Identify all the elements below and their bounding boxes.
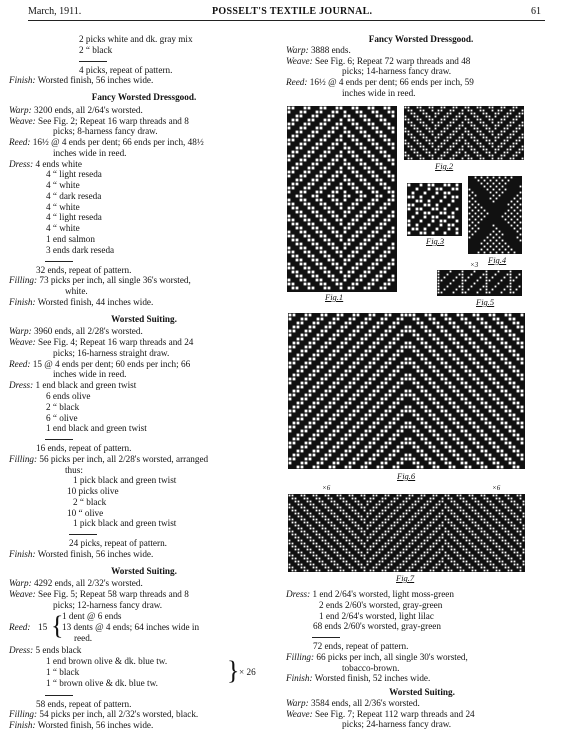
reed-number: 15 [38, 621, 48, 632]
dress-item: 1 end black and green twist [35, 380, 137, 391]
weave-text: See Fig. 6; Repeat 72 warp threads and 48 [315, 55, 471, 66]
left-column [9, 34, 279, 731]
repeat-line: 24 picks, repeat of pattern. [69, 538, 167, 549]
divider [45, 261, 73, 262]
reed-label: Reed: [9, 621, 31, 632]
reed-line [286, 77, 556, 88]
finish-text: Worsted finish, 52 inches wide. [314, 673, 431, 684]
warp-label: Warp: [9, 104, 32, 115]
reed-item: 1 dent @ 6 ends [62, 610, 122, 621]
section-title: Fancy Worsted Dressgood. [368, 34, 474, 44]
filling-label: Filling: [9, 275, 38, 286]
dress-item: 1 end 2/64's worsted, light moss-green [312, 589, 454, 599]
finish-label: Finish: [9, 75, 36, 86]
dress-item: 4 “ light reseda [46, 169, 102, 180]
filling-text: 73 picks per inch, all single 36's worsted, [39, 275, 191, 286]
warp-line [9, 326, 279, 337]
filling-line-cont: white. [65, 286, 88, 297]
journal-title: POSSELT'S TEXTILE JOURNAL. [212, 6, 373, 17]
fig3-caption: Fig.3 [426, 236, 445, 246]
right-column-top [286, 34, 556, 99]
warp-line [286, 45, 556, 56]
filling-line-cont: thus: [65, 464, 83, 475]
dress-item: 6 “ olive [46, 412, 78, 423]
weave-line [286, 709, 558, 720]
reed-item: reed. [74, 632, 93, 643]
finish-line [286, 673, 558, 684]
fig7-weave-diagram [288, 494, 525, 572]
reed-text: 15 @ 4 ends per dent; 60 ends per inch; 66 [32, 358, 191, 369]
warp-label: Warp: [9, 578, 32, 589]
fig2-weave-diagram [404, 106, 524, 160]
dress-item: 1 end 2/64's worsted, light lilac [319, 610, 434, 621]
dress-label: Dress: [9, 380, 34, 391]
filling-line [9, 454, 279, 465]
repeat-line: 58 ends, repeat of pattern. [36, 698, 132, 709]
weave-line-cont: picks; 12-harness fancy draw. [53, 599, 163, 610]
weave-label: Weave: [286, 55, 313, 66]
dress-line [286, 589, 558, 600]
filling-line-cont: tobacco-brown. [342, 662, 400, 673]
reed-block [9, 611, 279, 645]
reed-label: Reed: [9, 137, 31, 148]
warp-label: Warp: [9, 326, 32, 337]
section-title: Worsted Suiting. [111, 313, 177, 324]
header-rule [28, 20, 545, 21]
finish-label: Finish: [9, 296, 36, 307]
fig2-caption: Fig.2 [435, 161, 454, 171]
reed-text: 16½ @ 4 ends per dent; 66 ends per inch, 59 [309, 77, 474, 88]
weave-line-cont: picks; 8-harness fancy draw. [53, 126, 158, 137]
dress-item: 1 end salmon [46, 234, 95, 245]
weave-line-cont: picks; 14-harness fancy draw. [342, 66, 452, 77]
dress-label: Dress: [9, 644, 34, 655]
text-line: 2 “ black [79, 44, 113, 55]
fig5-weave-diagram [437, 270, 522, 296]
dress-group [9, 656, 279, 690]
dress-line [9, 645, 279, 656]
divider [45, 695, 73, 696]
dress-item: 4 “ white [46, 201, 80, 212]
fig1-weave-diagram [287, 106, 397, 292]
filling-label: Filling: [9, 453, 38, 464]
dress-item: 68 ends 2/60's worsted, gray-green [313, 621, 441, 632]
dress-item: 1 end black and green twist [46, 423, 147, 434]
weave-label: Weave: [9, 115, 36, 126]
weave-text: See Fig. 7; Repeat 112 warp threads and 24 [315, 708, 475, 719]
fig7-repeat-mark-left: ×6 [322, 484, 331, 492]
dress-item: 4 “ light reseda [46, 212, 102, 223]
filling-text: 54 picks per inch, all 2/32's worsted, black. [39, 709, 199, 720]
weave-text: See Fig. 2; Repeat 16 warp threads and 8 [38, 115, 189, 126]
finish-line [9, 549, 279, 560]
weave-label: Weave: [9, 337, 36, 348]
fig5-caption: Fig.5 [476, 297, 495, 307]
filling-text: 66 picks per inch, all single 30's worsted, [316, 651, 468, 662]
dress-line [9, 380, 279, 391]
text-line: 4 picks, repeat of pattern. [79, 64, 173, 75]
finish-label: Finish: [9, 548, 36, 559]
reed-line-cont: inches wide in reed. [342, 87, 416, 98]
finish-label: Finish: [286, 673, 313, 684]
fill-item: 1 pick black and green twist [73, 518, 177, 529]
reed-line [9, 137, 279, 148]
finish-label: Finish: [9, 720, 36, 731]
warp-text: 4292 ends, all 2/32's worsted. [33, 578, 143, 589]
fig1-caption: Fig.1 [325, 292, 344, 302]
dress-item: 5 ends black [35, 644, 82, 655]
filling-line [286, 652, 558, 663]
filling-text: 56 picks per inch, all 2/28's worsted, arranged [39, 453, 209, 464]
section-title: Worsted Suiting. [111, 565, 177, 576]
reed-line-cont: inches wide in reed. [53, 147, 127, 158]
repeat-line: 16 ends, repeat of pattern. [36, 443, 132, 454]
finish-line [9, 297, 279, 308]
finish-text: Worsted finish, 56 inches wide. [37, 75, 154, 86]
divider [69, 534, 97, 535]
fill-item: 10 “ olive [67, 507, 104, 518]
warp-label: Warp: [286, 44, 309, 55]
dress-item: 4 ends white [35, 158, 82, 169]
fig5-repeat-mark: ×3 [470, 261, 479, 269]
divider [312, 637, 340, 638]
dress-item: 1 “ brown olive & dk. blue tw. [46, 677, 158, 688]
dress-item: 2 ends 2/60's worsted, gray-green [319, 599, 443, 610]
dress-item: 1 “ black [46, 666, 80, 677]
weave-line [9, 589, 279, 600]
multiplier: × 26 [239, 666, 256, 677]
reed-item: 13 dents @ 4 ends; 64 inches wide in [62, 621, 200, 632]
finish-text: Worsted finish, 44 inches wide. [37, 296, 154, 307]
fill-item: 10 picks olive [67, 486, 119, 497]
dress-item: 1 end brown olive & dk. blue tw. [46, 655, 168, 666]
reed-label: Reed: [286, 77, 308, 88]
weave-text: See Fig. 4; Repeat 16 warp threads and 24 [38, 337, 194, 348]
text-line: 2 picks white and dk. gray mix [79, 34, 193, 44]
dress-label: Dress: [286, 589, 311, 599]
weave-text: See Fig. 5; Repeat 58 warp threads and 8 [38, 589, 189, 600]
reed-line-cont: inches wide in reed. [53, 369, 127, 380]
finish-text: Worsted finish, 56 inches wide. [37, 548, 154, 559]
header-date: March, 1911. [28, 6, 82, 17]
warp-text: 3200 ends, all 2/64's worsted. [33, 104, 143, 115]
warp-label: Warp: [286, 697, 309, 708]
weave-label: Weave: [9, 589, 36, 600]
dress-item: 6 ends olive [46, 390, 91, 401]
weave-line-cont: picks; 16-harness straight draw. [53, 347, 170, 358]
fig7-caption: Fig.7 [396, 573, 415, 583]
warp-text: 3888 ends. [310, 44, 351, 55]
dress-item: 2 “ black [46, 401, 80, 412]
fill-item: 1 pick black and green twist [73, 475, 177, 486]
repeat-line: 32 ends, repeat of pattern. [36, 264, 132, 275]
fig6-weave-diagram [288, 313, 525, 469]
warp-text: 3960 ends, all 2/28's worsted. [33, 326, 143, 337]
filling-label: Filling: [9, 709, 38, 720]
dress-item: 4 “ dark reseda [46, 190, 102, 201]
weave-line-cont: picks; 24-harness fancy draw. [342, 719, 452, 730]
fig4-weave-diagram [468, 176, 522, 254]
section-title: Worsted Suiting. [389, 687, 455, 698]
dress-item: 4 “ white [46, 223, 80, 234]
warp-text: 3584 ends, all 2/36's worsted. [310, 697, 420, 708]
finish-line [9, 720, 279, 731]
brace: } [227, 655, 240, 685]
finish-text: Worsted finish, 56 inches wide. [37, 720, 154, 731]
filling-line [9, 709, 279, 720]
section-title: Fancy Worsted Dressgood. [91, 92, 197, 103]
warp-line [9, 578, 279, 589]
right-column-bottom [286, 589, 558, 730]
fig3-weave-diagram [407, 183, 462, 236]
reed-label: Reed: [9, 358, 31, 369]
reed-text: 16½ @ 4 ends per dent; 66 ends per inch, 48½ [32, 137, 204, 148]
divider [45, 439, 73, 440]
filling-line [9, 275, 279, 286]
weave-label: Weave: [286, 708, 313, 719]
fig6-caption: Fig.6 [397, 471, 416, 481]
warp-line [9, 105, 279, 116]
divider [79, 61, 107, 62]
weave-line [9, 337, 279, 348]
warp-line [286, 698, 558, 709]
filling-label: Filling: [286, 651, 315, 662]
dress-line [9, 159, 279, 170]
repeat-line: 72 ends, repeat of pattern. [313, 641, 409, 652]
dress-label: Dress: [9, 158, 34, 169]
fill-item: 2 “ black [73, 496, 107, 507]
fig7-repeat-mark-right: ×6 [492, 484, 501, 492]
weave-line [9, 116, 279, 127]
fig4-caption: Fig.4 [488, 255, 507, 265]
dress-item: 3 ends dark reseda [46, 244, 115, 255]
finish-line [9, 75, 279, 86]
dress-item: 4 “ white [46, 180, 80, 191]
weave-line [286, 56, 556, 67]
reed-line [9, 359, 279, 370]
page-number: 61 [531, 6, 541, 17]
brace: { [51, 610, 64, 640]
